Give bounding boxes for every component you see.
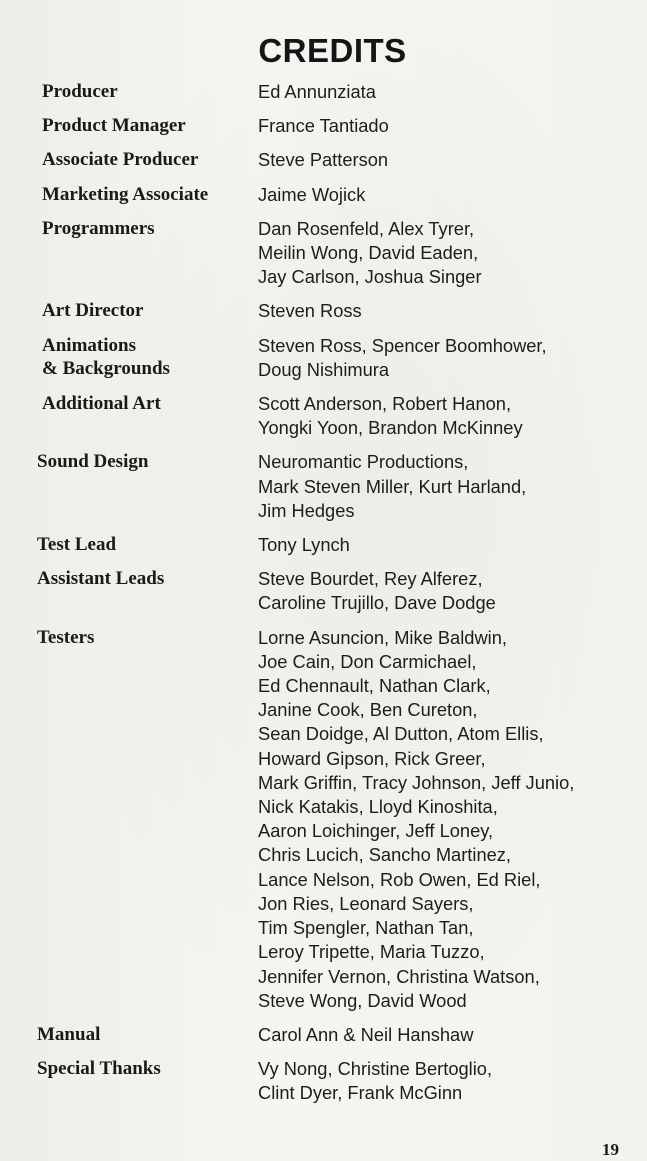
credit-role: Art Director (42, 300, 144, 322)
credit-role: Marketing Associate (42, 183, 209, 205)
credit-names: Vy Nong, Christine Bertoglio, Clint Dyer, Frank McGinn (258, 1058, 493, 1104)
credit-role: Special Thanks (37, 1058, 161, 1080)
credit-names: Carol Ann & Neil Hanshaw (258, 1023, 474, 1045)
credit-names: Scott Anderson, Robert Hanon, Yongki Yoon, Brandon McKinney (258, 393, 523, 439)
credit-role: Test Lead (37, 534, 117, 556)
credit-role: Manual (37, 1023, 101, 1045)
credit-row-special-thanks (0, 1057, 647, 1105)
credit-row-test-lead (0, 533, 647, 557)
page-title: CREDITS (258, 32, 407, 69)
credit-row-manual (0, 1023, 647, 1047)
credit-names: Steven Ross (258, 300, 362, 322)
credit-role: Product Manager (42, 115, 186, 137)
credit-role: Assistant Leads (37, 568, 165, 590)
credit-row-animations-backgrounds (0, 334, 647, 382)
credits-list (0, 80, 647, 1116)
credit-role: Producer (42, 81, 118, 102)
credit-row-additional-art (0, 392, 647, 440)
credit-row-testers (0, 626, 647, 1013)
credit-names: France Tantiado (258, 115, 389, 137)
credit-role: Associate Producer (42, 149, 199, 171)
credit-role: Animations & Backgrounds (42, 334, 170, 380)
credit-role: Additional Art (42, 393, 161, 415)
credit-row-marketing-associate (0, 183, 647, 207)
credit-row-programmers (0, 217, 647, 290)
credit-row-sound-design (0, 450, 647, 523)
credit-role: Programmers (42, 217, 155, 239)
credit-row-product-manager (0, 114, 647, 138)
credit-names: Steve Patterson (258, 149, 389, 171)
credit-row-art-director (0, 299, 647, 323)
credit-names: Steven Ross, Spencer Boomhower, Doug Nishimura (258, 334, 547, 380)
credit-names: Ed Annunziata (258, 81, 376, 102)
credit-role: Testers (37, 626, 95, 648)
credit-names: Neuromantic Productions, Mark Steven Miller, Kurt Harland, Jim Hedges (258, 451, 527, 521)
credit-names: Tony Lynch (258, 534, 350, 556)
credit-row-producer (0, 80, 647, 104)
credit-row-associate-producer (0, 148, 647, 172)
credit-names: Lorne Asuncion, Mike Baldwin, Joe Cain, Don Carmichael, Ed Chennault, Nathan Clark, Janine Cook, Ben Cureton, Sean Doidge, Al Dutton, Atom Ellis, Howard Gipson, Rick Greer, Mark Griffin, Tracy Johnson, Jeff Junio, Nick Katakis, Lloyd Kinoshita, Aaron Loichinger, Jeff Loney, Chris Lucich, Sancho Martinez, Lance Nelson, Rob Owen, Ed Riel, Jon Ries, Leonard Sayers, Tim Spengler, Nathan Tan, Leroy Tripette, Maria Tuzzo, Jennifer Vernon, Christina Watson, Steve Wong, David Wood (258, 626, 575, 1011)
credit-names: Dan Rosenfeld, Alex Tyrer, Meilin Wong, David Eaden, Jay Carlson, Joshua Singer (258, 217, 482, 288)
credit-row-assistant-leads (0, 567, 647, 615)
credit-names: Jaime Wojick (258, 183, 366, 205)
credit-names: Steve Bourdet, Rey Alferez, Caroline Trujillo, Dave Dodge (258, 568, 496, 614)
page-number: 19 (602, 1140, 619, 1159)
credit-role: Sound Design (37, 451, 149, 473)
